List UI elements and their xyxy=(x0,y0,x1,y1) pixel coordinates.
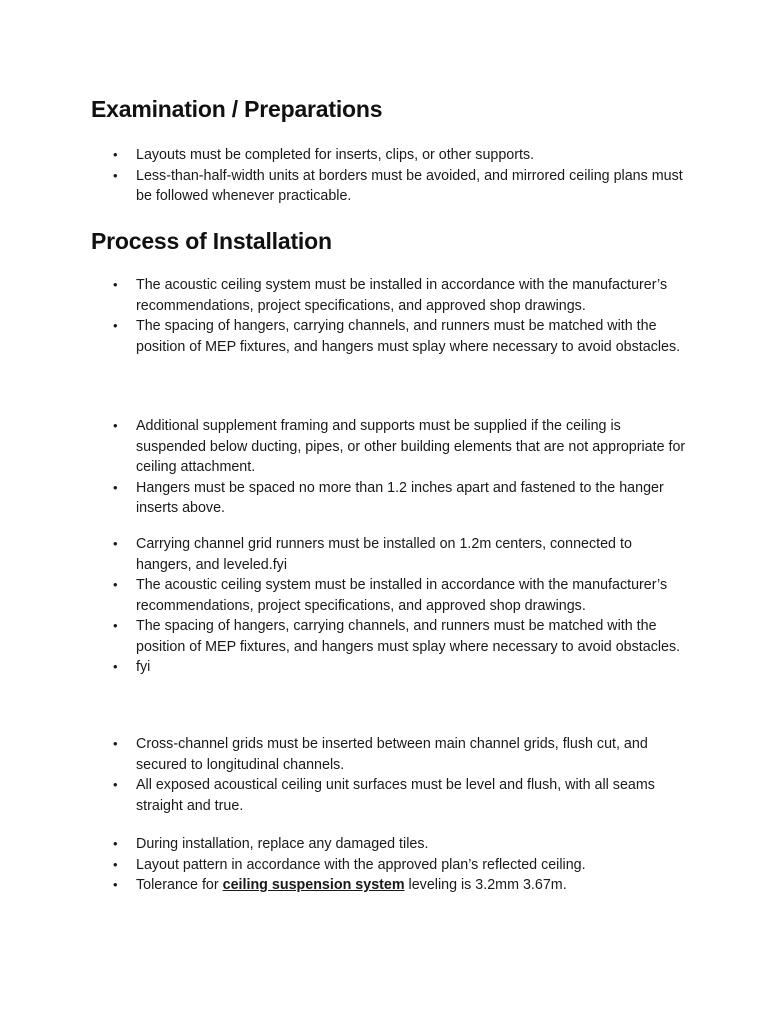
bullet-icon: • xyxy=(113,777,118,792)
list-item: • The acoustic ceiling system must be installed in accordance with the manufacturer’s recommendations, project specifications, and approved shop drawings. xyxy=(113,577,668,614)
bullet-icon: • xyxy=(113,877,118,892)
list-item: • Less-than-half-width units at borders must be avoided, and mirrored ceiling plans must be followed whenever practicable. xyxy=(113,167,683,204)
bullet-icon: • xyxy=(113,167,118,183)
bullet-icon: • xyxy=(113,277,118,292)
list-item: • Tolerance for ceiling suspension system leveling is 3.2mm 3.67m. xyxy=(0,875,686,896)
bullet-icon: • xyxy=(113,147,118,162)
bullet-icon: • xyxy=(113,318,118,333)
installation-list-3 xyxy=(0,534,768,678)
bullet-icon: • xyxy=(113,418,118,433)
bullet-icon: • xyxy=(113,659,118,674)
examination-list xyxy=(0,145,768,207)
list-item: • The spacing of hangers, carrying channels, and runners must be matched with the position of MEP fixtures, and hangers must splay where necessary to avoid obstacles. xyxy=(113,618,681,655)
list-item: • During installation, replace any damaged tiles. xyxy=(0,834,686,855)
ceiling-suspension-system-link[interactable]: ceiling suspension system xyxy=(222,877,405,893)
list-item: • The acoustic ceiling system must be installed in accordance with the manufacturer’s recommendations, project specifications, and approved shop drawings. xyxy=(113,277,668,314)
installation-list-4 xyxy=(0,734,768,816)
list-item: • Hangers must be spaced no more than 1.2 inches apart and fastened to the hanger inserts above. xyxy=(113,479,664,516)
bullet-icon: • xyxy=(113,536,118,551)
installation-list-2 xyxy=(0,416,768,519)
list-item: • fyi xyxy=(0,657,686,678)
bullet-icon: • xyxy=(113,856,118,872)
list-item: • Layouts must be completed for inserts, clips, or other supports. xyxy=(0,145,686,166)
bullet-icon: • xyxy=(113,836,118,851)
list-item: • Carrying channel grid runners must be installed on 1.2m centers, connected to hangers, and leveled.fyi xyxy=(113,536,632,573)
list-item: • All exposed acoustical ceiling unit surfaces must be level and flush, with all seams straight and true. xyxy=(113,777,655,814)
installation-list-5 xyxy=(0,834,768,896)
bullet-icon: • xyxy=(113,479,118,495)
list-item: • Layout pattern in accordance with the approved plan’s reflected ceiling. xyxy=(0,855,686,876)
bullet-icon: • xyxy=(113,618,118,633)
section-heading-installation: Process of Installation xyxy=(91,228,332,254)
section-heading-examination: Examination / Preparations xyxy=(91,96,383,122)
bullet-icon: • xyxy=(113,577,118,592)
list-item: • Additional supplement framing and supports must be supplied if the ceiling is suspended below ducting, pipes, or other building elements that are not appropriate for ceiling attachment. xyxy=(113,418,686,475)
list-item: • The spacing of hangers, carrying channels, and runners must be matched with the position of MEP fixtures, and hangers must splay where necessary to avoid obstacles. xyxy=(113,318,681,355)
list-item: • Cross-channel grids must be inserted between main channel grids, flush cut, and secured to longitudinal channels. xyxy=(113,736,648,773)
installation-list-1 xyxy=(0,275,768,357)
bullet-icon: • xyxy=(113,736,118,751)
